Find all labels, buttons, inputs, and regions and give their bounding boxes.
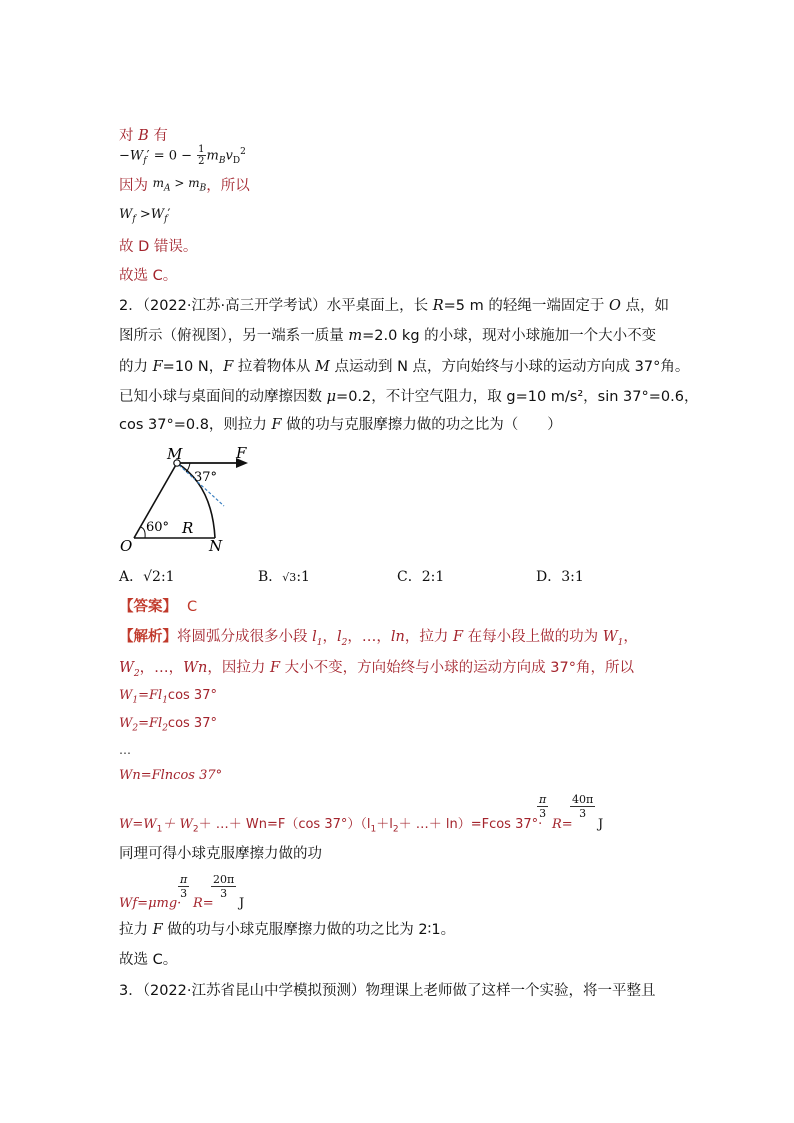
q2-stem-line-4: 已知小球与桌面间的动摩擦因数 μ=0.2，不计空气阻力，取 g=10 m/s²，sin 37°=0.6，	[119, 389, 699, 405]
option-B[interactable]: B．√3:1	[258, 569, 310, 585]
frac-pi-over-3-b: π 3	[180, 873, 188, 900]
label-F: F	[236, 445, 247, 462]
analysis-line-1: 【解析】将圆弧分成很多小段 $l_1$，$l_2$，…，ln，拉力 F 在每小段上做的功为 $W_1$，	[119, 629, 638, 648]
ratio-conclusion: 拉力 F 做的功与小球克服摩擦力做的功之比为 2∶1。	[119, 922, 456, 938]
final-choice: 故选 C。	[119, 952, 178, 968]
label-M: M	[167, 445, 183, 463]
q2-stem-line-1: 2．（2022·江苏·高三开学考试）水平桌面上，长 R=5 m 的轻绳一端固定于 O 点，如	[119, 298, 669, 314]
label-O: O	[120, 537, 133, 555]
q2-figure	[112, 445, 272, 557]
q3-stem-line-1: 3．（2022·江苏省昆山中学模拟预测）物理课上老师做了这样一个实验，将一平整且	[119, 983, 656, 999]
frac-40pi-over-3: 40π 3	[572, 793, 594, 820]
equation-Wf: Wf=μmg·	[119, 896, 182, 911]
prev-line-6: 故选 C。	[119, 268, 178, 284]
label-37: 37°	[194, 470, 218, 485]
q2-stem-line-3: 的力 F=10 N，F 拉着物体从 M 点运动到 N 点，方向始终与小球的运动方向成 37°角。	[119, 359, 690, 375]
frac-20pi-over-3: 20π 3	[213, 873, 235, 900]
equation-W-total: $W=W_1+ W_2+$ …＋ Wn=F（cos $37^\circ)(l_1+l_2+$ …＋ ln）=Fcos 37°·	[119, 817, 543, 835]
analysis-line-2: $W_2$，…，Wn，因拉力 F 大小不变，方向始终与小球的运动方向成 37°角，所以	[119, 660, 634, 679]
analysis-tag: 【解析】	[119, 629, 177, 645]
prev-line-3: 因为 $^{m_A > m_B}$，所以	[119, 176, 250, 194]
answer-value: C	[187, 599, 198, 615]
equation-Wn: Wn=Flncos 37°	[119, 768, 223, 783]
option-D[interactable]: D．3:1	[536, 569, 584, 585]
unit-J-b: J	[239, 896, 245, 911]
prev-equation-1: $-W_f' = 0$ − $\frac{1}{2}$ $m_Bv_D^2$	[119, 144, 246, 168]
same-reasoning-line: 同理可得小球克服摩擦力做的功	[119, 846, 322, 862]
equation-R-eq-b: R=	[193, 896, 214, 911]
prev-equation-2: $W_f >W_f'$	[119, 207, 171, 225]
equation-W1: $W_1=Fl_1\cos$ 37°	[119, 688, 217, 706]
label-60: 60°	[146, 520, 170, 535]
equation-W2: $W_2=Fl_2\cos$ 37°	[119, 716, 217, 734]
option-C[interactable]: C．2:1	[397, 569, 445, 585]
label-R: R	[182, 519, 194, 537]
angle-60-arc	[140, 527, 145, 538]
q2-stem-line-5: cos 37°=0.8，则拉力 F 做的功与克服摩擦力做的功之比为（ ）	[119, 417, 562, 433]
prev-line-5: 故 D 错误。	[119, 239, 198, 255]
unit-J-a: J	[598, 817, 604, 832]
label-N: N	[209, 537, 223, 555]
prev-line-1: 对 B 有	[119, 128, 168, 144]
equation-R-eq-a: R=	[552, 817, 573, 832]
ellipsis: …	[119, 743, 131, 757]
frac-pi-over-3-a: π 3	[539, 793, 547, 820]
answer-line	[119, 597, 197, 617]
q2-stem-line-2: 图所示（俯视图），另一端系一质量 m=2.0 kg 的小球，现对小球施加一个大小不变	[119, 328, 657, 344]
option-A[interactable]: A．√2:1	[119, 569, 175, 585]
answer-tag: 【答案】	[119, 599, 177, 615]
